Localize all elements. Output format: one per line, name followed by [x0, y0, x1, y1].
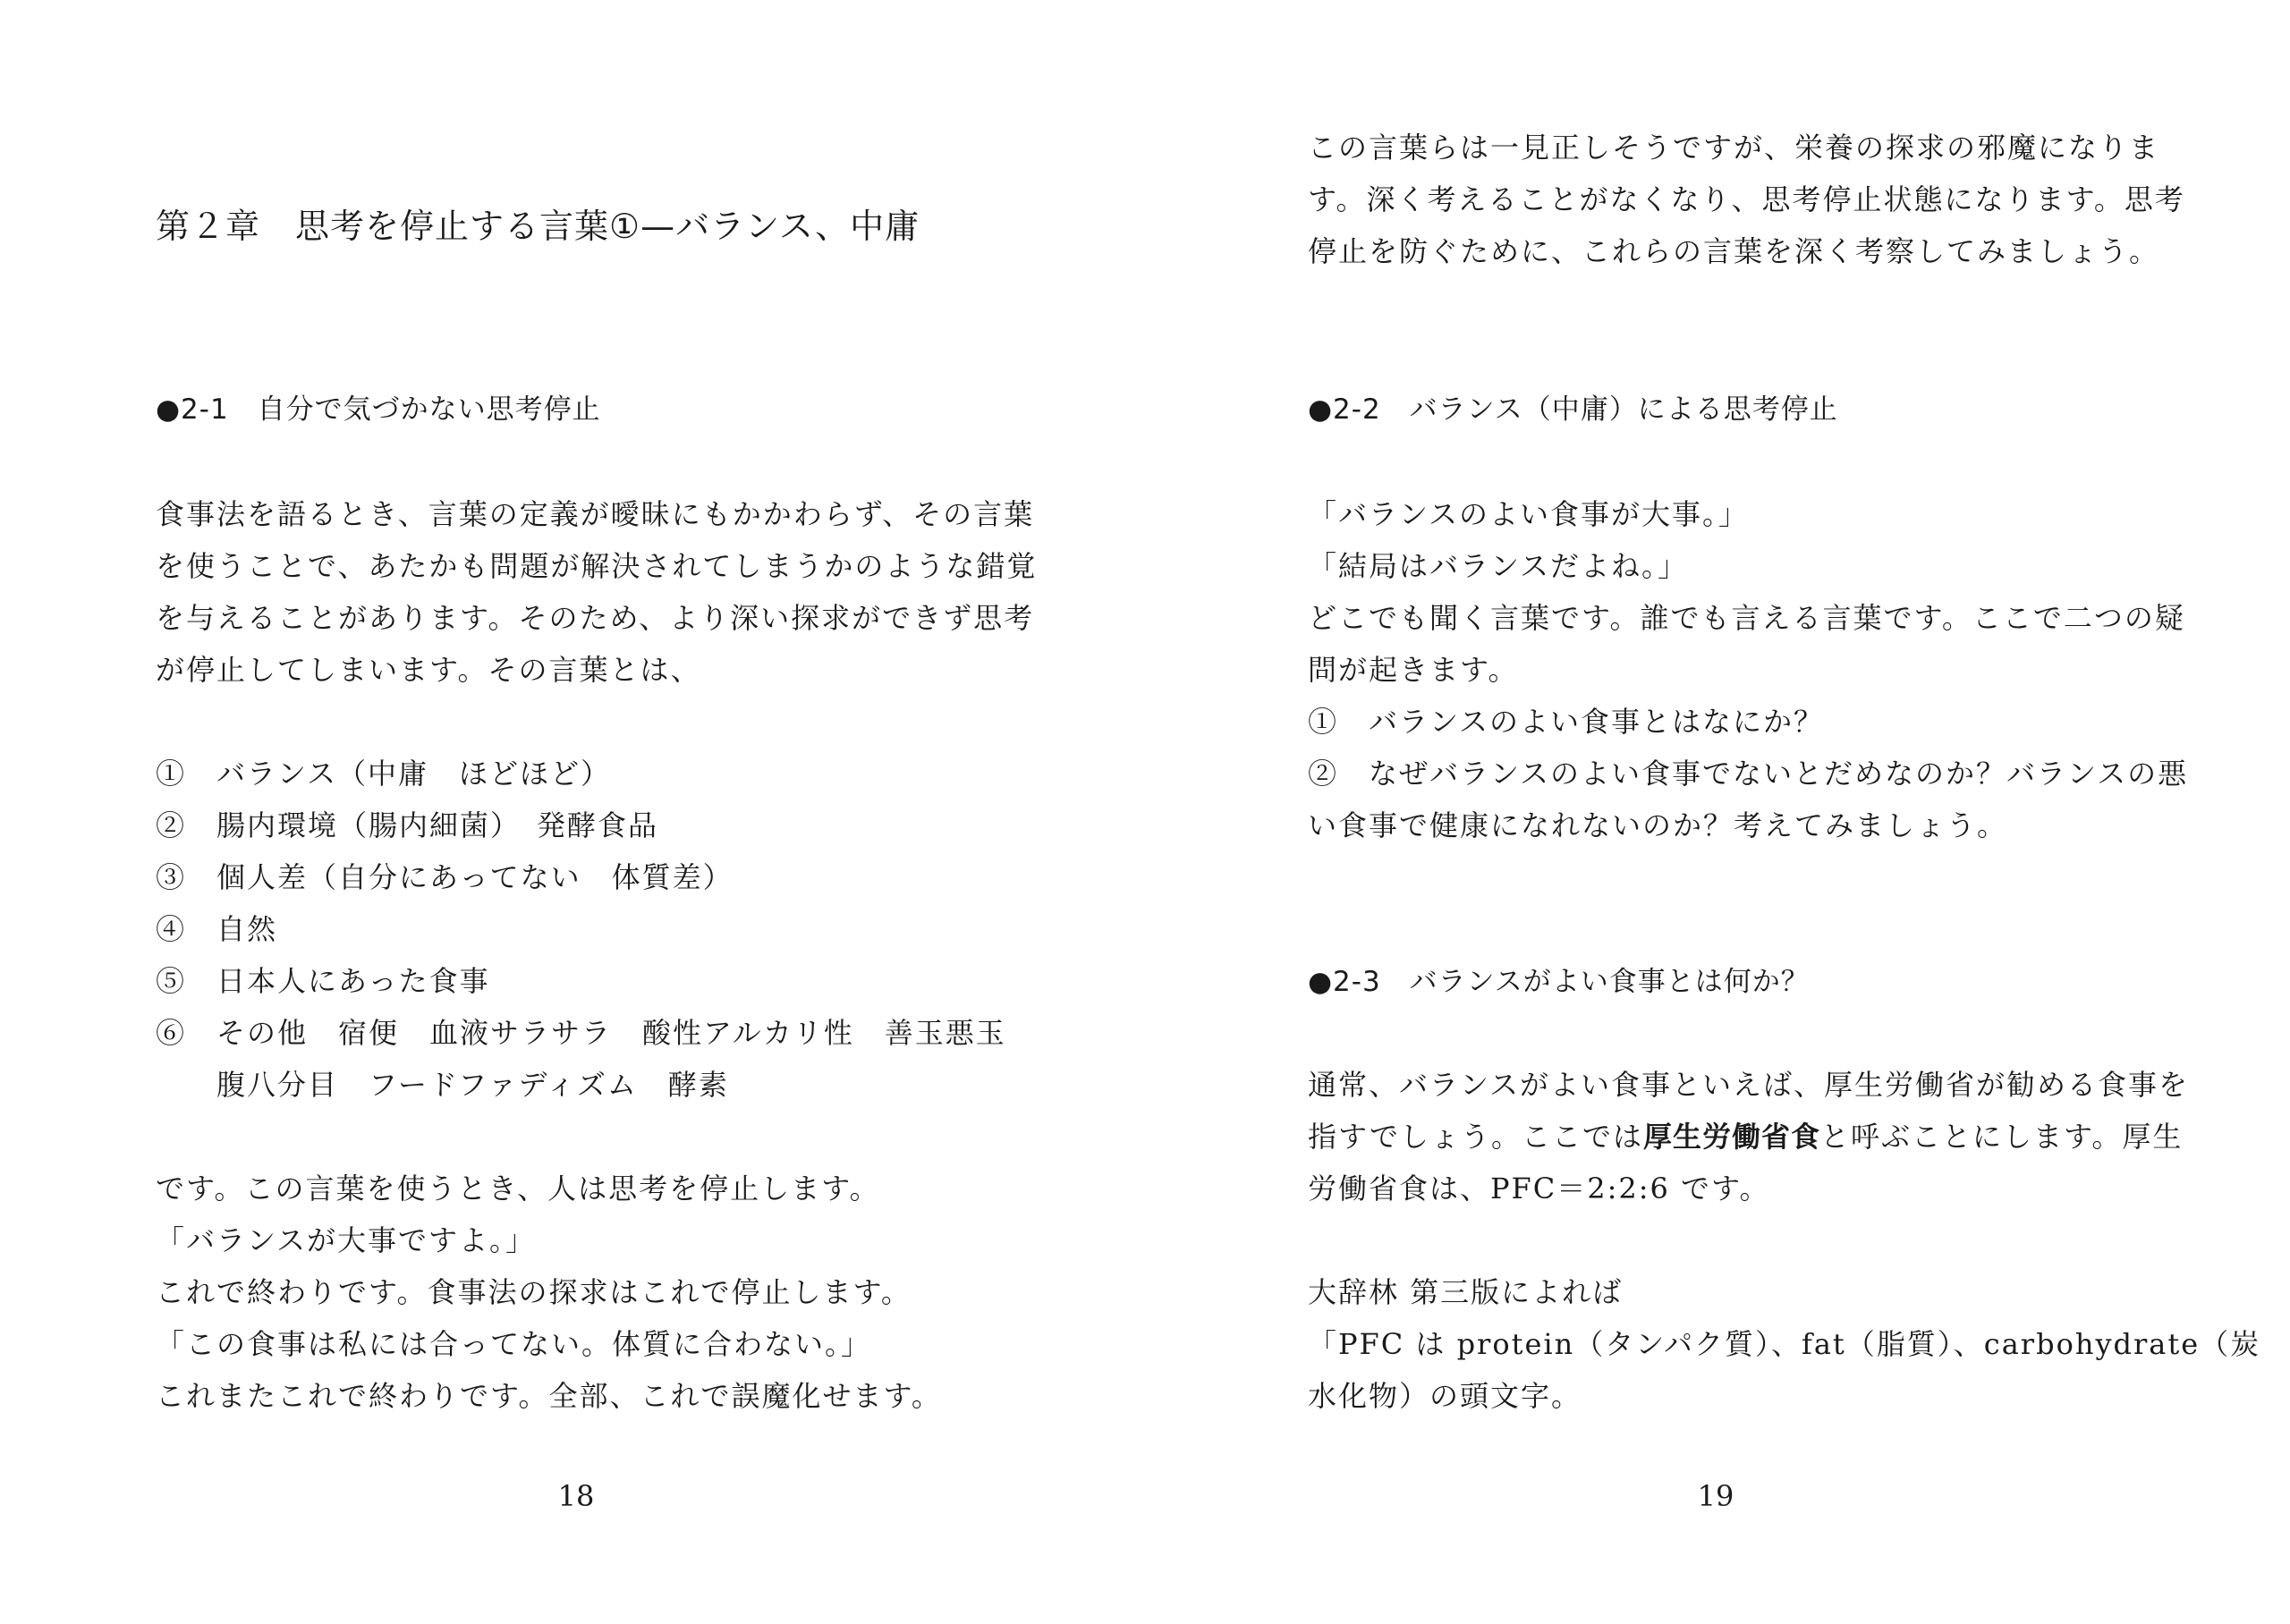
text-line: 大辞林 第三版によれば — [1308, 1275, 1624, 1309]
text-line: 食事法を語るとき、言葉の定義が曖昧にもかかわらず、その言葉 — [156, 497, 1035, 531]
text-line: い食事で健康になれないのか？考えてみましょう。 — [1308, 808, 2008, 842]
section-heading-2-1: ●2-1 自分で気づかない思考停止 — [156, 393, 601, 426]
text-line: 「PFC は protein（タンパク質）、fat（脂質）、carbohydrate（炭 — [1308, 1327, 2261, 1361]
text-line: を使うことで、あたかも問題が解決されてしまうかのような錯覚 — [156, 549, 1038, 583]
text-line: これで終わりです。食事法の探求はこれで停止します。 — [156, 1275, 912, 1309]
list-item: 腹八分目 フードファディズム 酵素 — [156, 1068, 729, 1102]
section-heading-2-2: ●2-2 バランス（中庸）による思考停止 — [1308, 393, 1838, 426]
text-line: 労働省食は、PFC＝2:2:6 です。 — [1308, 1171, 1770, 1205]
text-segment: 指すでしょう。ここでは — [1308, 1120, 1643, 1154]
text-line: です。この言葉を使うとき、人は思考を停止します。 — [156, 1171, 880, 1205]
list-item: ② 腸内環境（腸内細菌） 発酵食品 — [156, 808, 659, 842]
right-page — [1145, 0, 2290, 1624]
text-line: 通常、バランスがよい食事といえば、厚生労働省が勧める食事を — [1308, 1068, 2190, 1102]
text-line: 停止を防ぐために、これらの言葉を深く考察してみましょう。 — [1308, 234, 2160, 268]
text-line: を与えることがあります。そのため、より深い探求ができず思考 — [156, 601, 1035, 635]
page-number: 18 — [557, 1479, 595, 1513]
list-item: ④ 自然 — [156, 912, 278, 946]
text-line — [1308, 1114, 2183, 1155]
text-line: 「バランスのよい食事が大事。」 — [1308, 497, 1750, 531]
text-line: 「この食事は私には合ってない。体質に合わない。」 — [156, 1327, 872, 1361]
text-line: 問が起きます。 — [1308, 653, 1519, 687]
text-line: す。深く考えることがなくなり、思考停止状態になります。思考 — [1308, 182, 2185, 216]
text-line: この言葉らは一見正しそうですが、栄養の探求の邪魔になりま — [1308, 131, 2160, 165]
chapter-title: 第２章 思考を停止する言葉①—バランス、中庸 — [156, 207, 920, 246]
text-line: 「バランスが大事ですよ。」 — [156, 1223, 537, 1257]
text-line: どこでも聞く言葉です。誰でも言える言葉です。ここで二つの疑 — [1308, 601, 2185, 635]
text-line: これまたこれで終わりです。全部、これで誤魔化せます。 — [156, 1379, 942, 1413]
text-line: 「結局はバランスだよね。」 — [1308, 549, 1689, 583]
section-heading-2-3: ●2-3 バランスがよい食事とは何か？ — [1308, 966, 1810, 998]
emphasis-term: 厚生労働省食 — [1642, 1120, 1820, 1154]
list-item: ② なぜバランスのよい食事でないとだめなのか？バランスの悪 — [1308, 757, 2189, 791]
list-item: ① バランスのよい食事とはなにか？ — [1308, 705, 1825, 739]
text-line: が停止してしまいます。その言葉とは、 — [156, 653, 701, 687]
text-line: 水化物）の頭文字。 — [1308, 1379, 1582, 1413]
list-item: ⑤ 日本人にあった食事 — [156, 964, 490, 998]
list-item: ⑥ その他 宿便 血液サラサラ 酸性アルカリ性 善玉悪玉 — [156, 1016, 1006, 1050]
list-item: ③ 個人差（自分にあってない 体質差） — [156, 860, 734, 894]
page-number: 19 — [1697, 1479, 1734, 1513]
list-item: ① バランス（中庸 ほどほど） — [156, 757, 612, 791]
text-segment: と呼ぶことにします。厚生 — [1819, 1120, 2184, 1154]
